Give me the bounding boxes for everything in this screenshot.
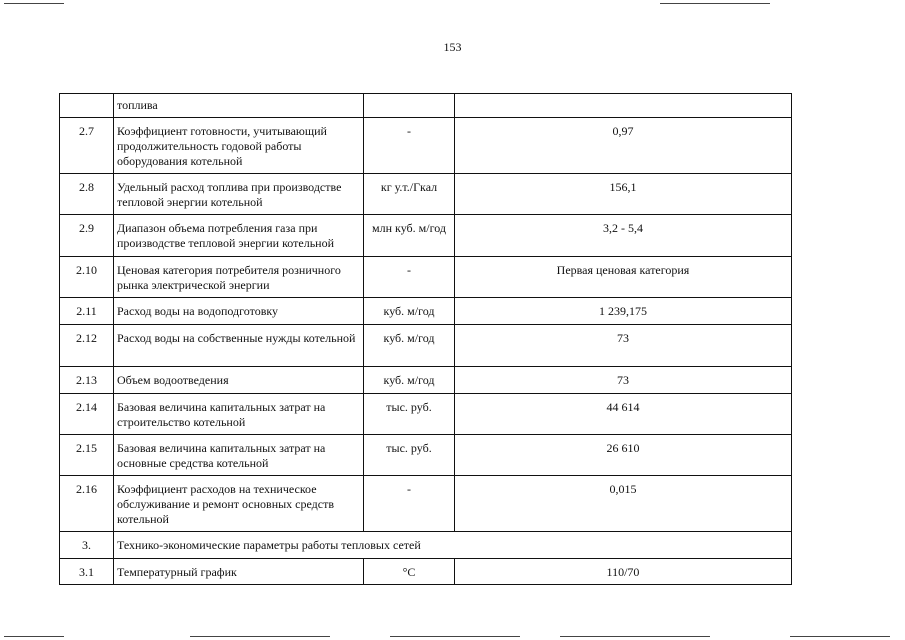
- unit-cell: тыс. руб.: [364, 435, 455, 476]
- row-number: 2.8: [60, 174, 114, 215]
- scan-edge-line: [790, 636, 890, 637]
- unit-cell: кг у.т./Гкал: [364, 174, 455, 215]
- value-cell: Первая ценовая категория: [455, 257, 792, 298]
- row-number: 2.14: [60, 394, 114, 435]
- table-row: [60, 298, 792, 325]
- unit-cell: -: [364, 257, 455, 298]
- row-number: 2.12: [60, 325, 114, 367]
- row-number: 2.15: [60, 435, 114, 476]
- unit-cell: млн куб. м/год: [364, 215, 455, 257]
- value-cell: 26 610: [455, 435, 792, 476]
- parameter-name: Удельный расход топлива при производстве тепловой энергии котельной: [114, 174, 364, 215]
- row-number: 2.13: [60, 367, 114, 394]
- page-number: 153: [443, 40, 462, 54]
- value-cell: 44 614: [455, 394, 792, 435]
- table-row: [60, 94, 792, 118]
- parameter-name: Коэффициент готовности, учитывающий продолжительность годовой работы оборудования котельной: [114, 118, 364, 174]
- parameter-name: Объем водоотведения: [114, 367, 364, 394]
- value-cell: 73: [455, 367, 792, 394]
- scan-edge-line: [4, 3, 64, 4]
- value-cell: 73: [455, 325, 792, 367]
- value-cell: [455, 94, 792, 118]
- parameter-name: Температурный график: [114, 559, 364, 585]
- scan-edge-line: [390, 636, 520, 637]
- parameter-name: Ценовая категория потребителя розничного рынка электрической энергии: [114, 257, 364, 298]
- table-row: [60, 367, 792, 394]
- unit-cell: куб. м/год: [364, 367, 455, 394]
- parameter-name: Расход воды на собственные нужды котельной: [114, 325, 364, 367]
- table-row: [60, 118, 792, 174]
- row-number: 2.7: [60, 118, 114, 174]
- row-number: 2.11: [60, 298, 114, 325]
- parameters-table: [59, 93, 792, 585]
- value-cell: 3,2 - 5,4: [455, 215, 792, 257]
- scan-edge-line: [560, 636, 710, 637]
- value-cell: 1 239,175: [455, 298, 792, 325]
- parameter-name: Коэффициент расходов на техническое обслуживание и ремонт основных средств котельной: [114, 476, 364, 532]
- parameter-name: топлива: [114, 94, 364, 118]
- value-cell: 156,1: [455, 174, 792, 215]
- parameter-name: Базовая величина капитальных затрат на основные средства котельной: [114, 435, 364, 476]
- row-number: 2.10: [60, 257, 114, 298]
- row-number: 2.9: [60, 215, 114, 257]
- unit-cell: -: [364, 476, 455, 532]
- parameter-name: Базовая величина капитальных затрат на строительство котельной: [114, 394, 364, 435]
- table-row: [60, 215, 792, 257]
- row-number: 3.1: [60, 559, 114, 585]
- value-cell: 0,015: [455, 476, 792, 532]
- section-row: [60, 532, 792, 559]
- section-title: Технико-экономические параметры работы тепловых сетей: [114, 532, 792, 559]
- unit-cell: куб. м/год: [364, 325, 455, 367]
- scan-edge-line: [660, 3, 770, 4]
- table-row: [60, 559, 792, 585]
- value-cell: 0,97: [455, 118, 792, 174]
- row-number: 2.16: [60, 476, 114, 532]
- parameter-name: Расход воды на водоподготовку: [114, 298, 364, 325]
- table-row: [60, 325, 792, 367]
- unit-cell: [364, 94, 455, 118]
- parameter-name: Диапазон объема потребления газа при производстве тепловой энергии котельной: [114, 215, 364, 257]
- scan-edge-line: [190, 636, 330, 637]
- table-row: [60, 435, 792, 476]
- unit-cell: тыс. руб.: [364, 394, 455, 435]
- row-number: [60, 94, 114, 118]
- scan-edge-line: [4, 636, 64, 637]
- unit-cell: куб. м/год: [364, 298, 455, 325]
- table-row: [60, 257, 792, 298]
- unit-cell: °C: [364, 559, 455, 585]
- section-number: 3.: [60, 532, 114, 559]
- value-cell: 110/70: [455, 559, 792, 585]
- table-row: [60, 394, 792, 435]
- table-row: [60, 174, 792, 215]
- unit-cell: -: [364, 118, 455, 174]
- table-row: [60, 476, 792, 532]
